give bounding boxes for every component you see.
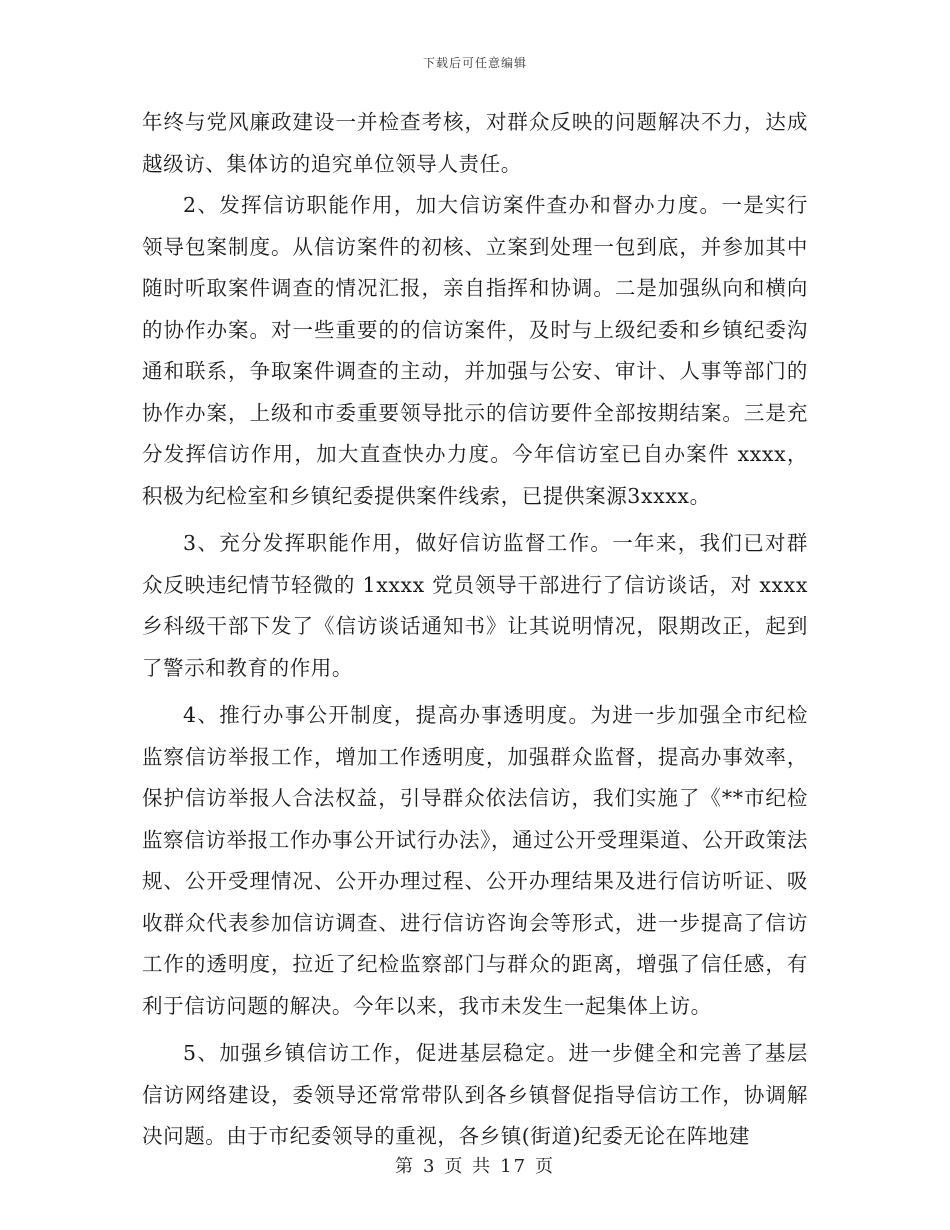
paragraph-item-4: 4、推行办事公开制度，提高办事透明度。为进一步加强全市纪检监察信访举报工作，增加工作透明度，加强群众监督，提高办事效率，保护信访举报人合法权益，引导群众依法信访，我们实施了《**市纪检监察信访举报工作办事公开试行办法》，通过公开受理渠道、公开政策法规、公开受理情况、公开办理过程、公开办理结果及进行信访听证、吸收群众代表参加信访调查、进行信访咨询会等形式，进一步提高了信访工作的透明度，拉近了纪检监察部门与群众的距离，增强了信任感，有利于信访问题的解决。今年以来，我市未发生一起集体上访。 <box>142 703 808 1018</box>
paragraph-item-2: 2、发挥信访职能作用，加大信访案件查办和督办力度。一是实行领导包案制度。从信访案件的初核、立案到处理一包到底，并参加其中随时听取案件调查的情况汇报，亲自指挥和协调。二是加强纵向和横向的协作办案。对一些重要的的信访案件，及时与上级纪委和乡镇纪委沟通和联系，争取案件调查的主动，并加强与公安、审计、人事等部门的协作办案，上级和市委重要领导批示的信访要件全部按期结案。三是充分发挥信访作用，加大直查快办力度。今年信访室已自办案件 xxxx，积极为纪检室和乡镇纪委提供案件线索，已提供案源3xxxx。 <box>142 193 808 508</box>
page-footer <box>0 1152 950 1178</box>
total-pages: 17 <box>500 1156 528 1177</box>
document-body <box>142 102 808 1158</box>
footer-prefix: 第 <box>394 1156 415 1177</box>
paragraph-continuation: 年终与党风廉政建设一并检查考核，对群众反映的问题解决不力，达成越级访、集体访的追究单位领导人责任。 <box>142 110 808 176</box>
page-number: 3 <box>422 1156 437 1177</box>
footer-mid: 页 共 <box>444 1156 493 1177</box>
header-note: 下载后可任意编辑 <box>422 56 527 70</box>
footer-suffix: 页 <box>535 1156 556 1177</box>
paragraph-item-3: 3、充分发挥职能作用，做好信访监督工作。一年来，我们已对群众反映违纪情节轻微的 1xxxx 党员领导干部进行了信访谈话，对 xxxx乡科级干部下发了《信访谈话通知书》让其说明情况，限期改正，起到了警示和教育的作用。 <box>142 531 808 680</box>
paragraph-item-5: 5、加强乡镇信访工作，促进基层稳定。进一步健全和完善了基层信访网络建设，委领导还常常带队到各乡镇督促指导信访工作，协调解决问题。由于市纪委领导的重视，各乡镇(街道)纪委无论在阵地建 <box>142 1041 808 1148</box>
